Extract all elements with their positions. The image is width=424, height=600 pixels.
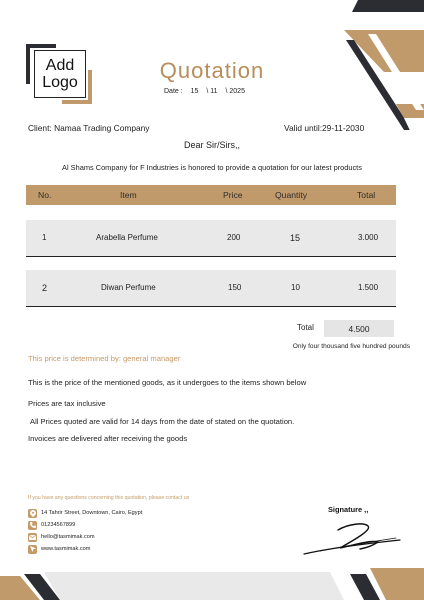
company-logo <box>34 50 86 98</box>
header-item: Item <box>120 190 137 200</box>
contact-phone <box>28 520 75 530</box>
logo-line-2: Logo <box>42 74 78 91</box>
note-1: This is the price of the mentioned goods, as it undergoes to the items shown below <box>28 378 307 387</box>
contact-address <box>28 508 142 518</box>
note-4: Invoices are delivered after receiving the goods <box>28 434 188 443</box>
top-right-decoration <box>300 0 424 160</box>
table-row <box>26 220 396 257</box>
web-icon <box>28 545 37 554</box>
phone-icon <box>28 521 37 530</box>
contact-heading: If you have any questions concerning this quotation, please contact us <box>28 495 190 501</box>
intro-text: Al Shams Company for F Industries is honored to provide a quotation for our latest products <box>62 163 362 172</box>
quotation-date <box>164 88 251 95</box>
total-in-words: Only four thousand five hundred pounds <box>292 343 410 350</box>
document-title: Quotation <box>159 58 265 83</box>
row-price: 200 <box>227 233 241 242</box>
header-total: Total <box>357 190 376 200</box>
determined-by: This price is determined by: general manager <box>28 354 181 363</box>
client-name: Client: Namaa Trading Company <box>28 123 150 133</box>
row-total: 1.500 <box>358 283 379 292</box>
address-text: 14 Tahrir Street, Downtown, Cairo, Egypt <box>41 510 143 516</box>
total-label: Total <box>297 323 314 332</box>
header-no: No. <box>38 190 52 200</box>
total-value: 4.500 <box>324 320 394 337</box>
date-month: \ 11 <box>206 88 218 95</box>
note-3: All Prices quoted are valid for 14 days from the date of stated on the quotation. <box>30 417 295 426</box>
signature-label: Signature ,, <box>328 505 369 514</box>
row-no: 2 <box>42 283 48 293</box>
row-no: 1 <box>42 233 47 242</box>
bottom-decoration <box>0 562 424 600</box>
email-text[interactable]: hello@tasmimak.com <box>41 534 95 540</box>
header-price: Price <box>223 190 243 200</box>
row-item: Diwan Perfume <box>101 283 156 292</box>
row-total: 3.000 <box>358 233 379 242</box>
contact-website <box>28 544 90 554</box>
contact-email <box>28 532 95 542</box>
row-quantity: 10 <box>291 283 300 292</box>
logo-line-1: Add <box>45 57 75 74</box>
greeting: Dear Sir/Sirs,, <box>183 140 240 150</box>
date-day: 15 <box>190 88 199 95</box>
website-text[interactable]: www.tasmimak.com <box>41 546 91 552</box>
header-quantity: Quantity <box>275 190 308 200</box>
note-2: Prices are tax inclusive <box>28 399 106 408</box>
valid-until: Valid until:29-11-2030 <box>284 123 365 133</box>
table-row <box>26 270 396 307</box>
location-icon <box>28 509 37 518</box>
row-price: 150 <box>228 283 242 292</box>
phone-text[interactable]: 01234567899 <box>41 522 76 528</box>
signature-scribble <box>300 518 404 558</box>
table-header <box>26 185 396 205</box>
date-label: Date : <box>164 88 183 95</box>
email-icon <box>28 533 37 542</box>
row-quantity: 15 <box>290 233 301 243</box>
date-year: \ 2025 <box>225 88 245 95</box>
row-item: Arabella Perfume <box>96 233 158 242</box>
